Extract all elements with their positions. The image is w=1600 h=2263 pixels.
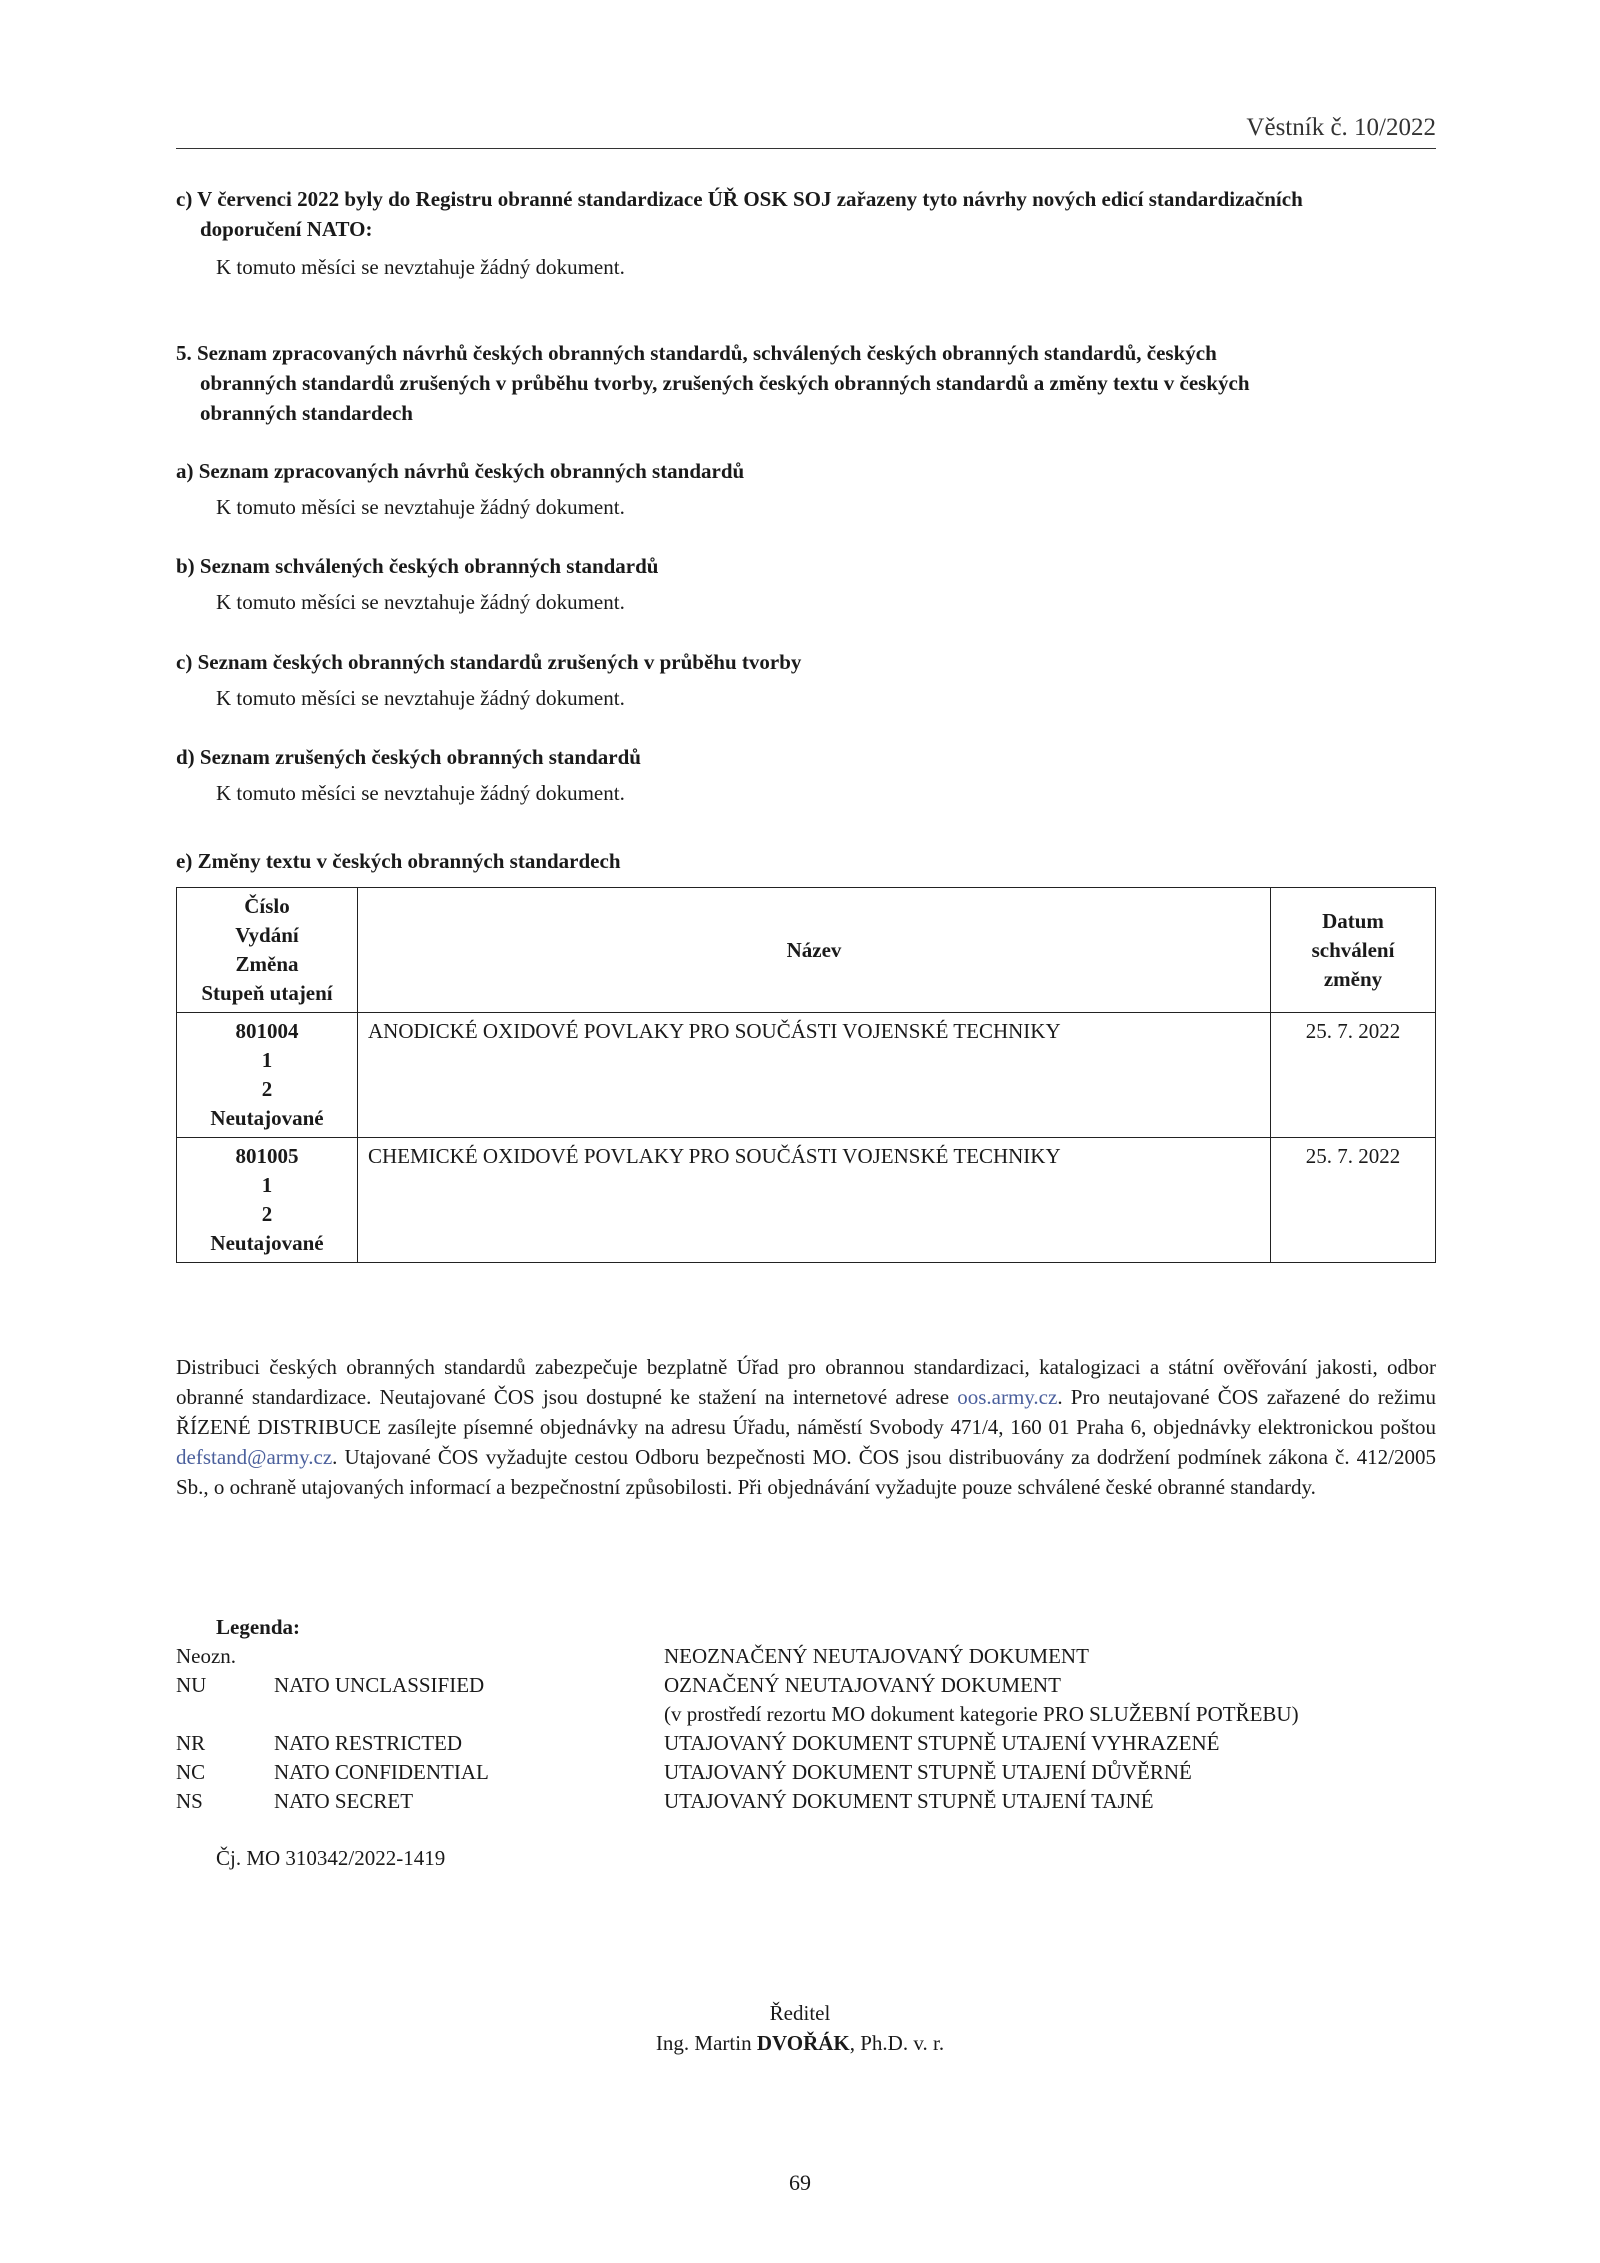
classification: Neutajované [210,1106,324,1130]
table-row [177,1013,1436,1138]
reference-number: Čj. MO 310342/2022-1419 [216,1846,446,1870]
col-header-nazev: Název [358,888,1271,1013]
publication-title: Věstník č. 10/2022 [1246,114,1436,141]
distribution-text-1: Distribuci českých obranných standardů zabezpečuje bezplatně Úřad pro obrannou standardizaci, katalogizaci a státní ověřování jakosti, odbor obranné standardizace. Neutajované ČOS jsou dostupné ke stažení na internetové adrese [176,1355,1436,1409]
page-header [176,114,1436,149]
legend-row [176,1671,1436,1700]
change-number: 2 [261,1077,273,1101]
legend-desc: (v prostředí rezortu MO dokument kategorie PRO SLUŽEBNÍ POTŘEBU) [664,1702,1299,1726]
legend-abbr: NC [176,1760,206,1784]
header-zmena: Změna [235,952,299,976]
distribution-text-2: . Pro neutajované ČOS zařazené do režimu ŘÍZENÉ DISTRIBUCE zasílejte písemné objednávky na adresu Úřadu, náměstí Svobody 471/4, 160 01 Praha 6, objednávky elektronickou poštou [176,1385,1436,1439]
cell-cislo [177,1138,358,1263]
signature-prefix: Ing. Martin [655,2031,757,2055]
page-number: 69 [789,2170,811,2195]
header-cislo: Číslo [244,894,290,918]
signature-surname: DVOŘÁK [756,2031,850,2055]
changes-table [176,887,1436,1263]
oos-link[interactable]: oos.army.cz [957,1385,1058,1409]
subsection-a-note: K tomuto měsíci se nevztahuje žádný dokument. [216,495,625,519]
defstand-email-link[interactable]: defstand@army.cz [176,1445,333,1469]
cell-nazev: ANODICKÉ OXIDOVÉ POVLAKY PRO SOUČÁSTI VOJENSKÉ TECHNIKY [358,1013,1271,1138]
legend-abbr: Neozn. [176,1644,237,1668]
header-stupen: Stupeň utajení [201,981,333,1005]
table-row [177,1138,1436,1263]
edition: 1 [261,1173,273,1197]
legend-title: Legenda: [216,1615,300,1639]
header-vydani: Vydání [235,923,299,947]
header-datum: Datum [1322,908,1384,933]
subsection-c-heading: c) Seznam českých obranných standardů zrušených v průběhu tvorby [176,650,802,674]
legend-abbr: NS [176,1789,203,1813]
legend-desc: OZNAČENÝ NEUTAJOVANÝ DOKUMENT [664,1673,1061,1697]
subsection-c-note: K tomuto měsíci se nevztahuje žádný dokument. [216,686,625,710]
legend-row [176,1700,1436,1729]
header-zmeny: změny [1323,966,1383,991]
legend-row [176,1729,1436,1758]
subsection-d-note: K tomuto měsíci se nevztahuje žádný dokument. [216,781,625,805]
signature-role: Ředitel [769,2001,831,2025]
standard-number: 801005 [235,1144,299,1168]
col-header-datum [1271,888,1436,1013]
legend [176,1613,1436,1816]
classification: Neutajované [210,1231,324,1255]
nato-section-note: K tomuto měsíci se nevztahuje žádný dokument. [216,255,625,279]
signature-name [0,2028,1600,2058]
legend-name: NATO RESTRICTED [274,1731,463,1755]
subsection-a-heading: a) Seznam zpracovaných návrhů českých obranných standardů [176,459,745,483]
change-number: 2 [261,1202,273,1226]
legend-abbr: NR [176,1731,206,1755]
table-header-row [177,888,1436,1013]
legend-desc: UTAJOVANÝ DOKUMENT STUPNĚ UTAJENÍ TAJNÉ [664,1789,1154,1813]
distribution-paragraph [176,1352,1436,1502]
legend-abbr: NU [176,1673,207,1697]
section-5-line-3: obranných standardech [200,401,413,425]
signature-suffix: , Ph.D. v. r. [849,2031,945,2055]
standard-number: 801004 [235,1019,299,1043]
legend-name: NATO SECRET [274,1789,414,1813]
subsection-b-note: K tomuto měsíci se nevztahuje žádný dokument. [216,590,625,614]
cell-cislo [177,1013,358,1138]
section-5-line-1: 5. Seznam zpracovaných návrhů českých obranných standardů, schválených českých obranných standardů, českých [176,341,1217,365]
distribution-text-3: . Utajované ČOS vyžadujte cestou Odboru bezpečnosti MO. ČOS jsou distribuovány za dodržení podmínek zákona č. 412/2005 Sb., o ochraně utajovaných informací a bezpečnostní způsobilosti. Při objednávání vyžadujte pouze schválené české obranné standardy. [176,1445,1436,1499]
nato-section-heading [176,184,1436,244]
cell-nazev: CHEMICKÉ OXIDOVÉ POVLAKY PRO SOUČÁSTI VOJENSKÉ TECHNIKY [358,1138,1271,1263]
nato-heading-line-2: doporučení NATO: [200,217,373,241]
legend-desc: UTAJOVANÝ DOKUMENT STUPNĚ UTAJENÍ DŮVĚRNÉ [664,1760,1192,1784]
legend-row [176,1758,1436,1787]
edition: 1 [261,1048,273,1072]
legend-name: NATO CONFIDENTIAL [274,1760,489,1784]
cell-datum: 25. 7. 2022 [1271,1138,1436,1263]
col-header-cislo [177,888,358,1013]
legend-row [176,1787,1436,1816]
legend-name: NATO UNCLASSIFIED [274,1673,485,1697]
cell-datum: 25. 7. 2022 [1271,1013,1436,1138]
section-5-line-2: obranných standardů zrušených v průběhu tvorby, zrušených českých obranných standardů a změny textu v českých [200,371,1250,395]
header-schvaleni: schválení [1311,937,1395,962]
legend-desc: UTAJOVANÝ DOKUMENT STUPNĚ UTAJENÍ VYHRAZENÉ [664,1731,1220,1755]
legend-row [176,1642,1436,1671]
subsection-d-heading: d) Seznam zrušených českých obranných standardů [176,745,641,769]
legend-desc: NEOZNAČENÝ NEUTAJOVANÝ DOKUMENT [664,1644,1089,1668]
subsection-e-heading: e) Změny textu v českých obranných standardech [176,849,621,873]
nato-heading-line-1: c) V červenci 2022 byly do Registru obranné standardizace ÚŘ OSK SOJ zařazeny tyto návrhy nových edicí standardizačních [176,187,1303,211]
subsection-b-heading: b) Seznam schválených českých obranných standardů [176,554,659,578]
section-5-heading [176,338,1436,428]
